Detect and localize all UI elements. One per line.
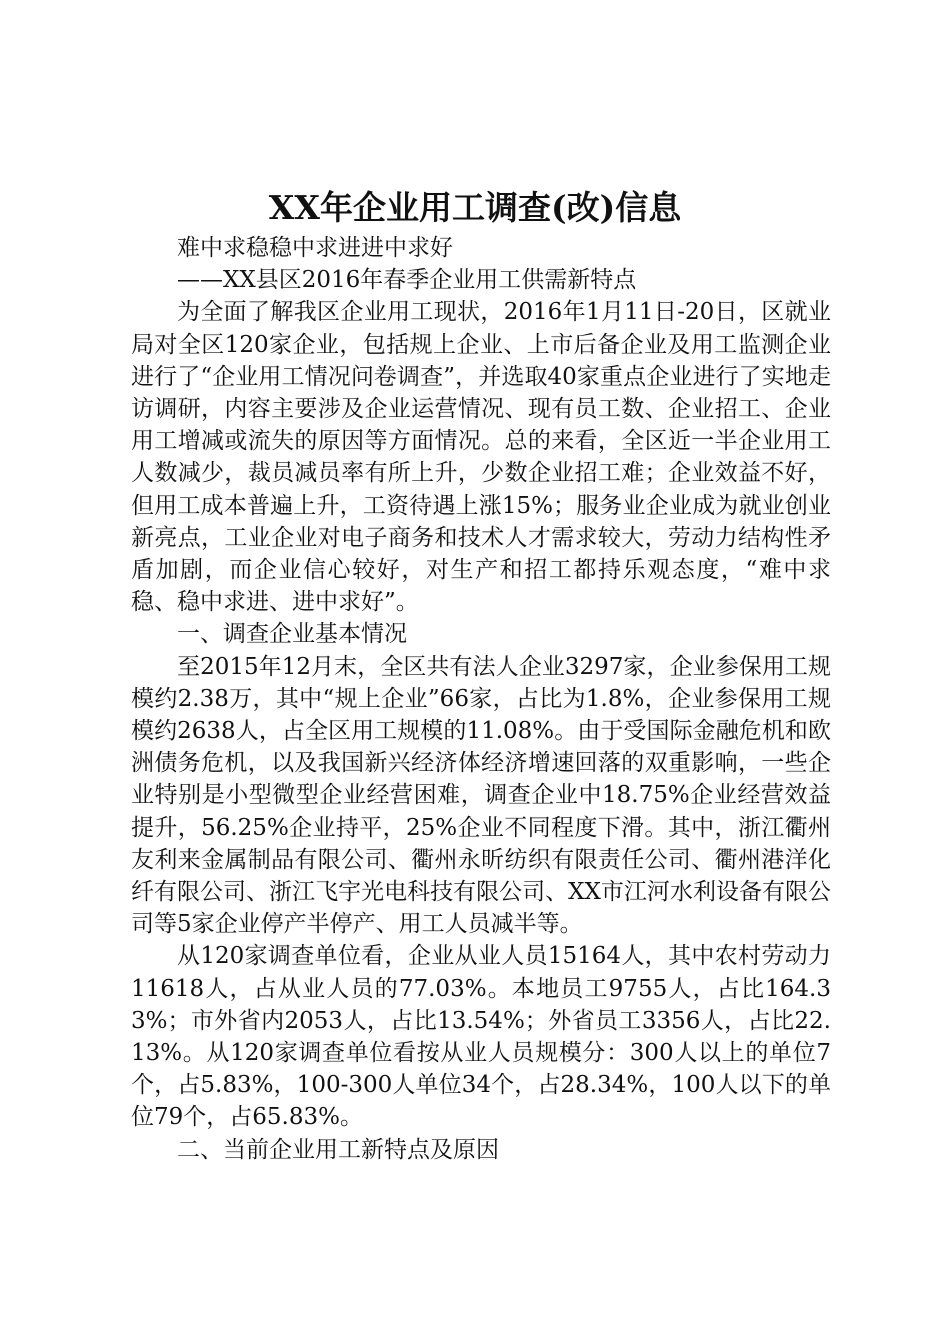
intro-paragraph: 为全面了解我区企业用工现状，2016年1月11日-20日，区就业局对全区120家企业，包括规上企业、上市后备企业及用工监测企业进行了“企业用工情况问卷调查”，并选取40家重点企业进行了实地走访调研，内容主要涉及企业运营情况、现有员工数、企业招工、企业用工增减或流失的原因等方面情况。总的来看，全区近一半企业用工人数减少，裁员减员率有所上升，少数企业招工难；企业效益不好，但用工成本普遍上升，工资待遇上涨15%；服务业企业成为就业创业新亮点，工业企业对电子商务和技术人才需求较大，劳动力结构性矛盾加剧，而企业信心较好，对生产和招工都持乐观态度，“难中求稳、稳中求进、进中求好”。 bbox=[131, 299, 831, 616]
body-paragraph: 至2015年12月末，全区共有法人企业3297家，企业参保用工规模约2.38万，其中“规上企业”66家，占比为1.8%，企业参保用工规模约2638人，占全区用工规模的11.08%。由于受国际金融危机和欧洲债务危机，以及我国新兴经济体经济增速回落的双重影响，一些企业特别是小型微型企业经营困难，调查企业中18.75%企业经营效益提升，56.25%企业持平，25%企业不同程度下滑。其中，浙江衢州友利来金属制品有限公司、衢州永昕纺织有限责任公司、衢州港洋化纤有限公司、浙江飞宇光电科技有限公司、XX市江河水利设备有限公司等5家企业停产半停产、用工人员减半等。 bbox=[131, 653, 831, 938]
document-body bbox=[131, 232, 831, 1166]
section-heading-2: 二、当前企业用工新特点及原因 bbox=[177, 1136, 499, 1163]
subtitle-line: 难中求稳稳中求进进中求好 bbox=[177, 235, 453, 261]
section-heading-1: 一、调查企业基本情况 bbox=[177, 621, 407, 648]
body-paragraph: 从120家调查单位看，企业从业人员15164人，其中农村劳动力11618人，占从业人员的77.03%。本地员工9755人，占比164.33%；市外省内2053人，占比13.54%；外省员工3356人，占比22.13%。从120家调查单位看按从业人员规模分：300人以上的单位7个，占5.83%，100-300人单位34个，占28.34%，100人以下的单位79个，占65.83%。 bbox=[131, 943, 831, 1131]
subtitle-source-line: ——XX县区2016年春季企业用工供需新特点 bbox=[177, 267, 637, 294]
document-title: XX年企业用工调查(改)信息 bbox=[268, 188, 682, 227]
